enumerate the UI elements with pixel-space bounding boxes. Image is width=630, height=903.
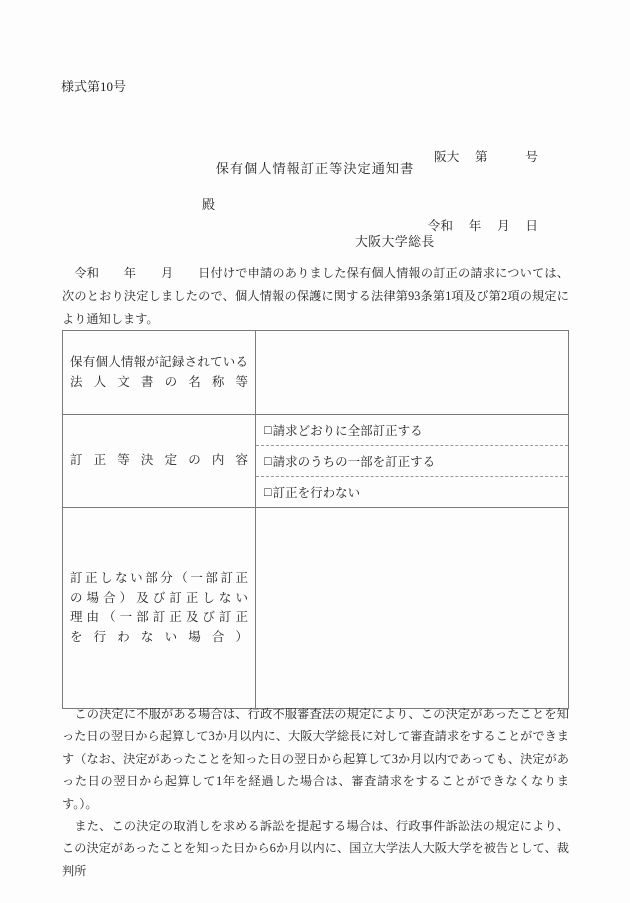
label-line: 法人文書の名称等 xyxy=(70,374,248,389)
label-line: 訂正等決定の内容 xyxy=(70,453,248,468)
page-title: 保有個人情報訂正等決定通知書 xyxy=(215,161,415,176)
sender-name: 大阪大学総長 xyxy=(355,235,435,249)
table-row-decision-content xyxy=(63,415,568,508)
decision-options xyxy=(256,415,568,507)
document-number-line: 阪大 第 号 xyxy=(434,150,538,164)
uncorrected-parts-field xyxy=(256,508,568,708)
option-no-correction[interactable] xyxy=(256,477,568,507)
checkbox-icon[interactable]: □ xyxy=(264,453,272,468)
label-line: の場合）及び訂正しない xyxy=(70,590,248,605)
table-row-label xyxy=(63,331,256,414)
intro-paragraph: 令和 年 月 日付けで申請のありました保有個人情報の訂正の請求については、次のとおり決定しましたので、個人情報の保護に関する法律第93条第1項及び第2項の規定により通知します。 xyxy=(62,266,569,326)
option-label: 訂正を行わない xyxy=(272,486,361,500)
appeal-notes xyxy=(62,703,569,882)
table-row-label xyxy=(63,508,256,708)
decision-table xyxy=(62,330,569,709)
option-full-correction[interactable] xyxy=(256,415,568,446)
checkbox-icon[interactable]: □ xyxy=(264,422,272,437)
option-partial-correction[interactable] xyxy=(256,446,568,477)
form-number: 様式第10号 xyxy=(61,79,127,94)
label-line: を行わない場合） xyxy=(70,629,248,644)
label-line: 訂正しない部分（一部訂正 xyxy=(70,571,248,585)
table-row-document-name xyxy=(63,331,568,415)
checkbox-icon[interactable]: □ xyxy=(264,484,272,499)
appeal-note-paragraph: この決定に不服がある場合は、行政不服審査法の規定により、この決定があったことを知った日の翌日から起算して3か月以内に、大阪大学総長に対して審査請求をすることができます（なお、決定があったことを知った日の翌日から起算して3か月以内であっても、決定があった日の翌日から起算して1年を経過した場合は、審査請求をすることができなくなります。）。 xyxy=(62,707,569,811)
lawsuit-note-paragraph: また、この決定の取消しを求める訴訟を提起する場合は、行政事件訴訟法の規定により、この決定があったことを知った日から6か月以内に、国立大学法人大阪大学を被告として、裁判所 xyxy=(62,819,569,878)
addressee-suffix: 殿 xyxy=(202,197,216,212)
document-date-line: 令和 年 月 日 xyxy=(427,219,538,233)
document-reference-block xyxy=(428,100,538,284)
table-row-uncorrected-parts xyxy=(63,508,568,708)
option-label: 請求のうちの一部を訂正する xyxy=(272,455,436,469)
label-line: 理由（一部訂正及び訂正 xyxy=(70,610,248,624)
option-label: 請求どおりに全部訂正する xyxy=(272,424,423,438)
document-name-field xyxy=(256,331,568,414)
label-line: 保有個人情報が記録されている xyxy=(70,355,248,369)
table-row-label xyxy=(63,415,256,507)
